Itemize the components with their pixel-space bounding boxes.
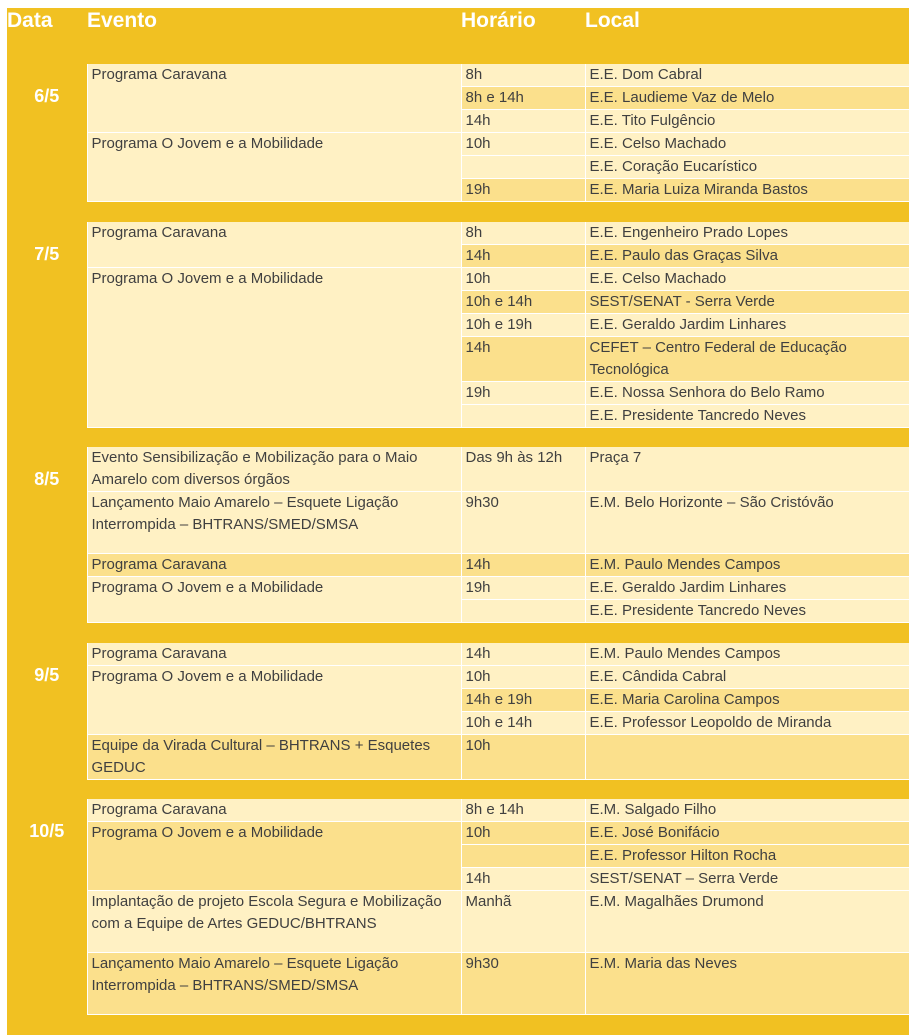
separator-bar	[7, 779, 909, 799]
horario-cell: 10h e 14h	[461, 290, 585, 313]
header-horario: Horário	[461, 9, 536, 32]
local-cell: E.E. Geraldo Jardim Linhares	[585, 313, 909, 336]
schedule-row	[7, 891, 909, 953]
date-cell	[7, 222, 87, 428]
horario-cell: 9h30	[461, 492, 585, 554]
local-cell: E.E. Professor Hilton Rocha	[585, 845, 909, 868]
horario-cell: 14h e 19h	[461, 688, 585, 711]
schedule-row	[7, 577, 909, 600]
header-evento: Evento	[87, 9, 158, 32]
local-cell: E.E. Cândida Cabral	[585, 665, 909, 688]
local-cell: E.M. Paulo Mendes Campos	[585, 643, 909, 666]
local-cell: E.E. Professor Leopoldo de Miranda	[585, 711, 909, 734]
local-cell: SEST/SENAT – Serra Verde	[585, 868, 909, 891]
local-cell: E.M. Belo Horizonte – São Cristóvão	[585, 492, 909, 554]
evento-cell: Programa Caravana	[87, 222, 461, 268]
separator-row	[7, 427, 909, 447]
local-cell: E.M. Magalhães Drumond	[585, 891, 909, 953]
schedule-row	[7, 447, 909, 492]
local-cell: CEFET – Centro Federal de Educação Tecnológica	[585, 336, 909, 381]
local-cell: E.E. Laudieme Vaz de Melo	[585, 87, 909, 110]
date-label: 9/5	[34, 664, 60, 685]
date-cell	[7, 799, 87, 1015]
schedule-table	[7, 8, 909, 1035]
horario-cell: 14h	[461, 244, 585, 267]
local-cell: Praça 7	[585, 447, 909, 492]
schedule-row	[7, 133, 909, 156]
separator-bar	[7, 1015, 909, 1035]
schedule-row	[7, 492, 909, 554]
schedule-row	[7, 554, 909, 577]
evento-cell: Programa O Jovem e a Mobilidade	[87, 577, 461, 623]
horario-cell: 19h	[461, 381, 585, 404]
separator-bar	[7, 202, 909, 222]
local-cell: E.M. Paulo Mendes Campos	[585, 554, 909, 577]
horario-cell: 10h	[461, 822, 585, 845]
schedule-row	[7, 822, 909, 845]
local-cell: E.E. Tito Fulgêncio	[585, 110, 909, 133]
evento-cell: Programa Caravana	[87, 554, 461, 577]
horario-cell: 10h e 14h	[461, 711, 585, 734]
horario-cell: 9h30	[461, 953, 585, 1015]
date-cell	[7, 64, 87, 202]
evento-cell: Programa Caravana	[87, 799, 461, 822]
horario-cell: 10h	[461, 267, 585, 290]
schedule-row	[7, 267, 909, 290]
local-cell: E.M. Maria das Neves	[585, 953, 909, 1015]
separator-row	[7, 1015, 909, 1035]
evento-cell: Programa Caravana	[87, 643, 461, 666]
evento-cell: Lançamento Maio Amarelo – Esquete Ligação Interrompida – BHTRANS/SMED/SMSA	[87, 492, 461, 554]
horario-cell: 10h	[461, 133, 585, 156]
local-cell: E.M. Salgado Filho	[585, 799, 909, 822]
local-cell: E.E. Nossa Senhora do Belo Ramo	[585, 381, 909, 404]
evento-cell: Programa O Jovem e a Mobilidade	[87, 822, 461, 891]
date-cell	[7, 447, 87, 623]
horario-cell: Das 9h às 12h	[461, 447, 585, 492]
evento-cell: Implantação de projeto Escola Segura e Mobilização com a Equipe de Artes GEDUC/BHTRANS	[87, 891, 461, 953]
local-cell: E.E. Paulo das Graças Silva	[585, 244, 909, 267]
horario-cell	[461, 156, 585, 179]
local-cell: E.E. Geraldo Jardim Linhares	[585, 577, 909, 600]
local-cell: E.E. Presidente Tancredo Neves	[585, 404, 909, 427]
header-row	[7, 8, 909, 64]
local-cell: E.E. Maria Carolina Campos	[585, 688, 909, 711]
local-cell: E.E. Maria Luiza Miranda Bastos	[585, 179, 909, 202]
horario-cell: 8h	[461, 64, 585, 87]
local-cell: E.E. Engenheiro Prado Lopes	[585, 222, 909, 245]
horario-cell	[461, 845, 585, 868]
local-cell: E.E. Celso Machado	[585, 133, 909, 156]
evento-cell: Programa Caravana	[87, 64, 461, 133]
separator-row	[7, 202, 909, 222]
horario-cell: 8h	[461, 222, 585, 245]
local-cell: E.E. Presidente Tancredo Neves	[585, 600, 909, 623]
horario-cell: 10h	[461, 665, 585, 688]
evento-cell: Programa O Jovem e a Mobilidade	[87, 267, 461, 427]
date-label: 8/5	[34, 469, 60, 489]
date-label: 6/5	[34, 86, 60, 106]
horario-cell: 10h	[461, 734, 585, 779]
date-label: 7/5	[34, 243, 60, 264]
date-label: 10/5	[29, 821, 65, 841]
horario-cell: 14h	[461, 554, 585, 577]
header-local: Local	[585, 9, 640, 32]
header-data: Data	[7, 9, 53, 32]
separator-bar	[7, 427, 909, 447]
horario-cell: 14h	[461, 110, 585, 133]
local-cell: E.E. José Bonifácio	[585, 822, 909, 845]
horario-cell	[461, 404, 585, 427]
horario-cell: 19h	[461, 179, 585, 202]
horario-cell: 10h e 19h	[461, 313, 585, 336]
schedule-row	[7, 799, 909, 822]
schedule-row	[7, 953, 909, 1015]
evento-cell: Lançamento Maio Amarelo – Esquete Ligação Interrompida – BHTRANS/SMED/SMSA	[87, 953, 461, 1015]
date-cell	[7, 643, 87, 780]
evento-cell: Programa O Jovem e a Mobilidade	[87, 665, 461, 734]
local-cell: SEST/SENAT - Serra Verde	[585, 290, 909, 313]
schedule-row	[7, 665, 909, 688]
schedule-row	[7, 643, 909, 666]
local-cell: E.E. Coração Eucarístico	[585, 156, 909, 179]
horario-cell: 14h	[461, 643, 585, 666]
evento-cell: Programa O Jovem e a Mobilidade	[87, 133, 461, 202]
horario-cell: 8h e 14h	[461, 87, 585, 110]
horario-cell: 14h	[461, 336, 585, 381]
horario-cell: Manhã	[461, 891, 585, 953]
horario-cell: 14h	[461, 868, 585, 891]
horario-cell	[461, 600, 585, 623]
evento-cell: Equipe da Virada Cultural – BHTRANS + Esquetes GEDUC	[87, 734, 461, 779]
local-cell: E.E. Celso Machado	[585, 267, 909, 290]
schedule-row	[7, 64, 909, 87]
schedule-row	[7, 222, 909, 245]
separator-row	[7, 779, 909, 799]
schedule-row	[7, 734, 909, 779]
evento-cell: Evento Sensibilização e Mobilização para o Maio Amarelo com diversos órgãos	[87, 447, 461, 492]
local-cell	[585, 734, 909, 779]
separator-bar	[7, 623, 909, 643]
separator-row	[7, 623, 909, 643]
local-cell: E.E. Dom Cabral	[585, 64, 909, 87]
horario-cell: 8h e 14h	[461, 799, 585, 822]
horario-cell: 19h	[461, 577, 585, 600]
